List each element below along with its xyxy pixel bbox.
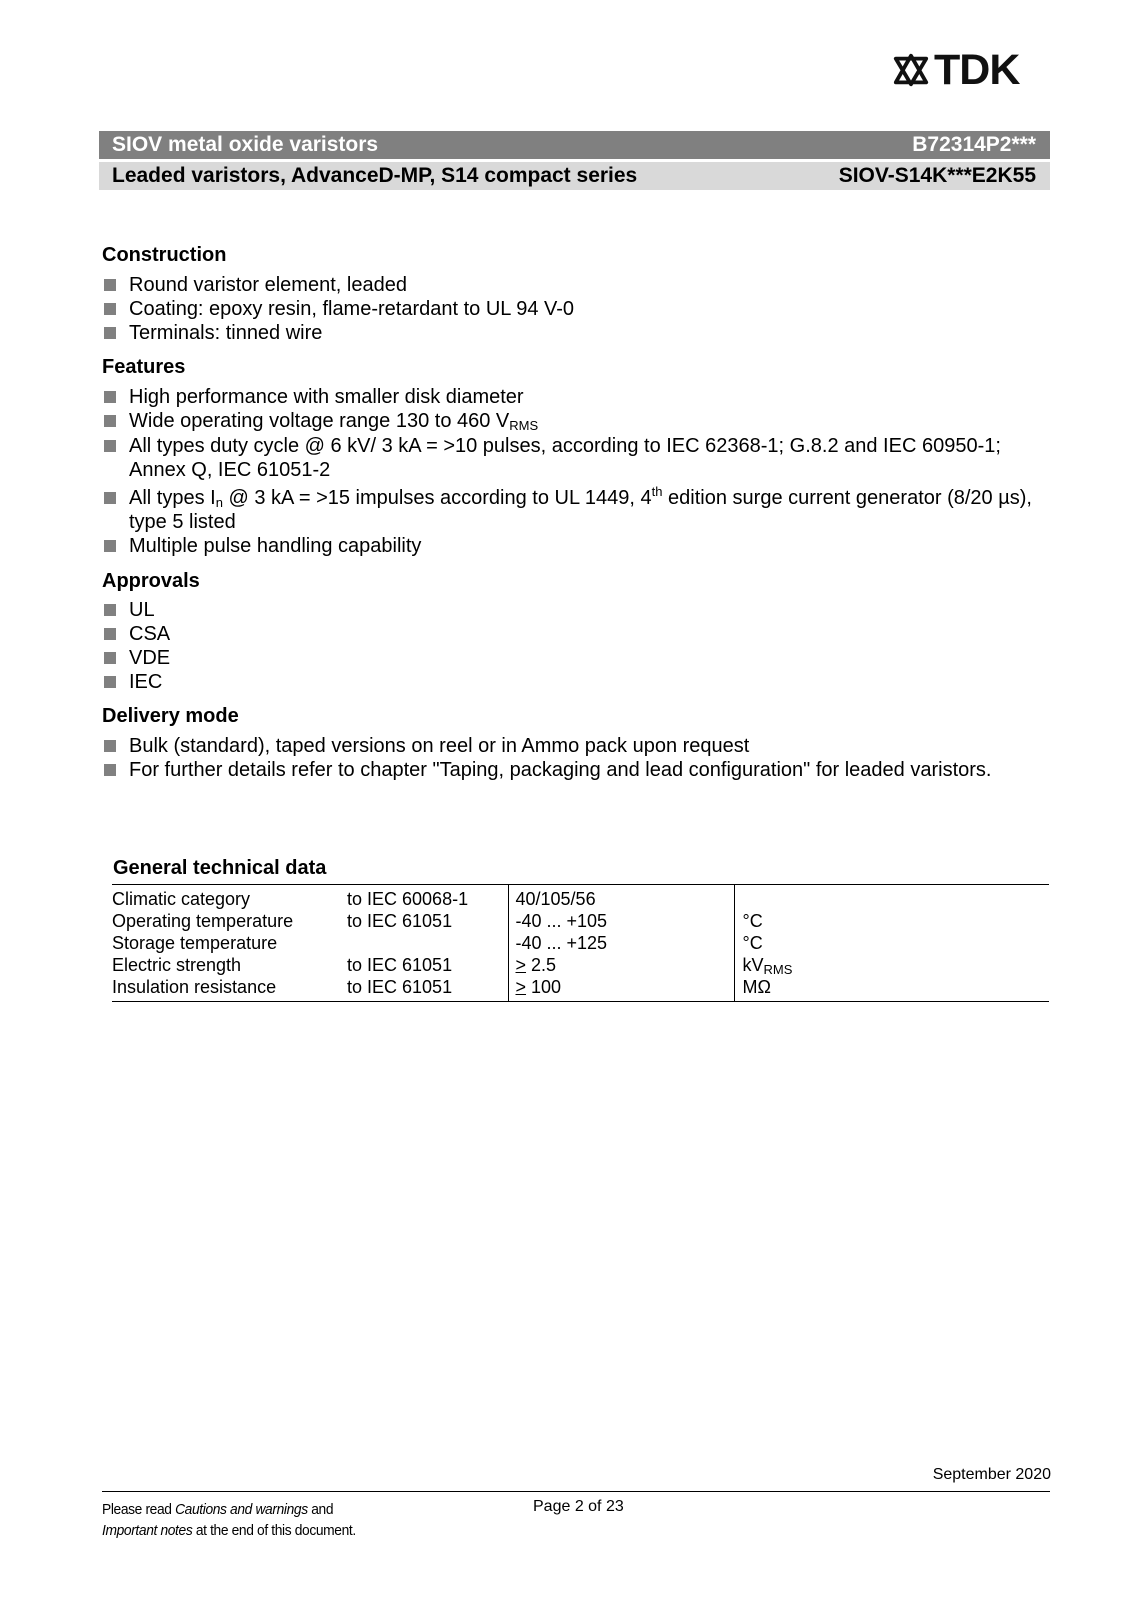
list-item: All types duty cycle @ 6 kV/ 3 kA = >10 pulses, according to IEC 62368-1; G.8.2 and IEC 60950-1; Annex Q, IEC 61051-2 bbox=[102, 434, 1042, 482]
document-subtitle: Leaded varistors, AdvanceD-MP, S14 compact series bbox=[112, 164, 638, 187]
delivery-heading: Delivery mode bbox=[102, 705, 239, 727]
technical-data-table bbox=[112, 884, 1049, 1002]
cautions-link-text: Cautions and warnings bbox=[175, 1501, 308, 1518]
header-band-secondary bbox=[99, 162, 1050, 190]
publication-date: September 2020 bbox=[932, 1466, 1051, 1483]
construction-list bbox=[102, 273, 1042, 345]
page-number: Page 2 of 23 bbox=[533, 1498, 624, 1515]
list-item: Multiple pulse handling capability bbox=[102, 534, 1042, 558]
list-item: High performance with smaller disk diameter bbox=[102, 385, 1042, 409]
tdk-logo bbox=[892, 46, 1050, 94]
technical-data-title: General technical data bbox=[113, 857, 327, 879]
table-row: Climatic category to IEC 60068-1 40/105/56 bbox=[112, 885, 1049, 911]
features-list bbox=[102, 385, 1042, 558]
construction-heading: Construction bbox=[102, 244, 227, 266]
table-row: Insulation resistance to IEC 61051 > 100 MΩ bbox=[112, 976, 1049, 1002]
logo-text: TDK bbox=[934, 46, 1020, 94]
document-title: SIOV metal oxide varistors bbox=[112, 133, 379, 156]
list-item: All types $I_n$ @ 3 kA = >15 impulses according to UL 1449, 4th edition surge current generator (8/20 µs), type 5 listed bbox=[102, 486, 1042, 534]
table-row: Storage temperature -40 ... +125 °C bbox=[112, 932, 1049, 954]
footer-note: Please read Cautions and warnings and Important notes at the end of this document. bbox=[102, 1501, 356, 1539]
table-row: Operating temperature to IEC 61051 -40 ... +105 °C bbox=[112, 910, 1049, 932]
footer-divider bbox=[102, 1491, 1050, 1492]
table-row: Electric strength to IEC 61051 > 2.5 $kV_{RMS}$ bbox=[112, 954, 1049, 976]
header-band-primary bbox=[99, 131, 1050, 159]
list-item: Terminals: tinned wire bbox=[102, 321, 1042, 345]
part-number: B72314P2*** bbox=[912, 133, 1036, 156]
list-item: Bulk (standard), taped versions on reel or in Ammo pack upon request bbox=[102, 734, 1042, 758]
important-notes-text: Important notes bbox=[102, 1522, 193, 1539]
list-item: VDE bbox=[102, 646, 1042, 670]
list-item: For further details refer to chapter "Taping, packaging and lead configuration" for leaded varistors. bbox=[102, 758, 1042, 782]
features-heading: Features bbox=[102, 356, 186, 378]
list-item: CSA bbox=[102, 622, 1042, 646]
delivery-list bbox=[102, 734, 1042, 782]
approvals-list bbox=[102, 598, 1042, 694]
approvals-heading: Approvals bbox=[102, 570, 200, 592]
list-item: IEC bbox=[102, 670, 1042, 694]
list-item: Coating: epoxy resin, flame-retardant to UL 94 V-0 bbox=[102, 297, 1042, 321]
list-item: Round varistor element, leaded bbox=[102, 273, 1042, 297]
tdk-emblem-icon bbox=[892, 52, 930, 88]
list-item: UL bbox=[102, 598, 1042, 622]
list-item: Wide operating voltage range 130 to 460 $V_{RMS}$ bbox=[102, 409, 1042, 433]
series-code: SIOV-S14K***E2K55 bbox=[838, 164, 1036, 187]
